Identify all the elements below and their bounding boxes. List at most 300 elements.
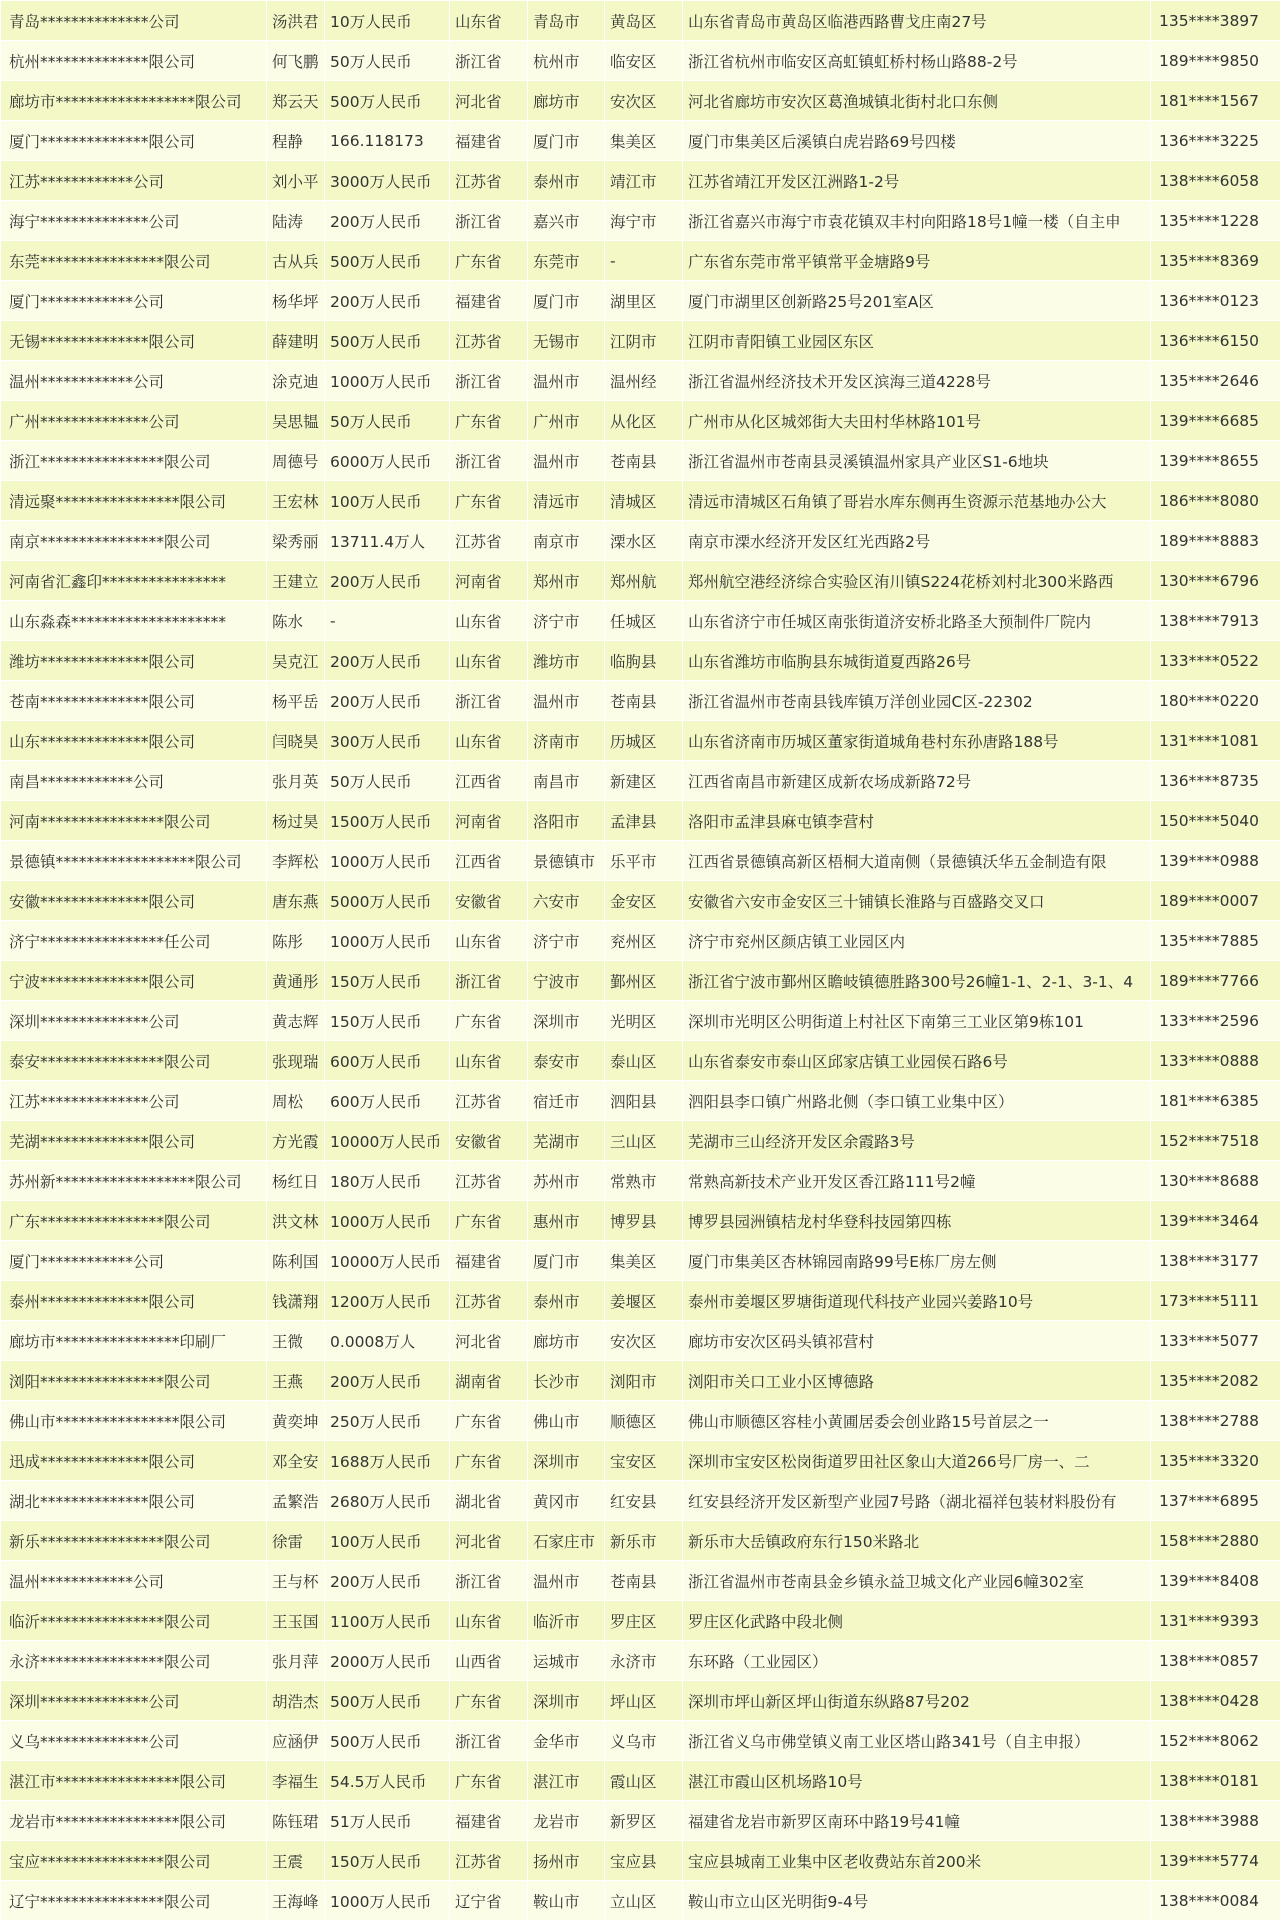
city-cell: 嘉兴市 <box>528 201 605 241</box>
legal-person-cell: 王海峰 <box>267 1881 325 1921</box>
registered-capital-cell: 500万人民币 <box>325 1721 450 1761</box>
registered-capital-cell: 10万人民币 <box>325 1 450 41</box>
phone-cell: 173****5111 <box>1151 1281 1280 1321</box>
address-cell: 济宁市兖州区颜店镇工业园区内 <box>683 921 1151 961</box>
table-row <box>1 1601 1280 1641</box>
phone-cell: 133****0888 <box>1151 1041 1280 1081</box>
table-row <box>1 921 1280 961</box>
address-cell: 福建省龙岩市新罗区南环中路19号41幢 <box>683 1801 1151 1841</box>
province-cell: 江苏省 <box>450 1281 528 1321</box>
legal-person-cell: 邓全安 <box>267 1441 325 1481</box>
address-cell: 厦门市集美区杏林锦园南路99号E栋厂房左侧 <box>683 1241 1151 1281</box>
address-cell: 山东省潍坊市临朐县东城街道夏西路26号 <box>683 641 1151 681</box>
table-row <box>1 1081 1280 1121</box>
legal-person-cell: 黄奕坤 <box>267 1401 325 1441</box>
company-name-cell: 辽宁****************限公司 <box>1 1881 267 1921</box>
legal-person-cell: 王玉国 <box>267 1601 325 1641</box>
legal-person-cell: 陈彤 <box>267 921 325 961</box>
legal-person-cell: 张月萍 <box>267 1641 325 1681</box>
phone-cell: 152****8062 <box>1151 1721 1280 1761</box>
company-name-cell: 厦门**************限公司 <box>1 121 267 161</box>
legal-person-cell: 周松 <box>267 1081 325 1121</box>
district-cell: - <box>605 241 683 281</box>
province-cell: 浙江省 <box>450 961 528 1001</box>
address-cell: 江西省南昌市新建区成新农场成新路72号 <box>683 761 1151 801</box>
city-cell: 惠州市 <box>528 1201 605 1241</box>
table-row <box>1 1841 1280 1881</box>
legal-person-cell: 吴思韫 <box>267 401 325 441</box>
table-row <box>1 561 1280 601</box>
registered-capital-cell: 1000万人民币 <box>325 361 450 401</box>
phone-cell: 131****9393 <box>1151 1601 1280 1641</box>
registered-capital-cell: 200万人民币 <box>325 281 450 321</box>
registered-capital-cell: 51万人民币 <box>325 1801 450 1841</box>
company-name-cell: 潍坊**************限公司 <box>1 641 267 681</box>
province-cell: 福建省 <box>450 281 528 321</box>
registered-capital-cell: 166.118173 <box>325 121 450 161</box>
registered-capital-cell: 200万人民币 <box>325 201 450 241</box>
registered-capital-cell: 150万人民币 <box>325 961 450 1001</box>
table-row <box>1 1441 1280 1481</box>
registered-capital-cell: 250万人民币 <box>325 1401 450 1441</box>
district-cell: 坪山区 <box>605 1681 683 1721</box>
phone-cell: 139****5774 <box>1151 1841 1280 1881</box>
registered-capital-cell: 54.5万人民币 <box>325 1761 450 1801</box>
district-cell: 苍南县 <box>605 441 683 481</box>
company-name-cell: 江苏************公司 <box>1 161 267 201</box>
registered-capital-cell: 500万人民币 <box>325 241 450 281</box>
province-cell: 广东省 <box>450 241 528 281</box>
phone-cell: 138****0181 <box>1151 1761 1280 1801</box>
company-name-cell: 山东淼森******************** <box>1 601 267 641</box>
district-cell: 泗阳县 <box>605 1081 683 1121</box>
city-cell: 六安市 <box>528 881 605 921</box>
phone-cell: 189****0007 <box>1151 881 1280 921</box>
province-cell: 江西省 <box>450 761 528 801</box>
address-cell: 清远市清城区石角镇了哥岩水库东侧再生资源示范基地办公大 <box>683 481 1151 521</box>
province-cell: 湖北省 <box>450 1481 528 1521</box>
city-cell: 黄冈市 <box>528 1481 605 1521</box>
address-cell: 浏阳市关口工业小区博德路 <box>683 1361 1151 1401</box>
address-cell: 浙江省义乌市佛堂镇义南工业区塔山路341号（自主申报） <box>683 1721 1151 1761</box>
province-cell: 江苏省 <box>450 321 528 361</box>
phone-cell: 138****2788 <box>1151 1401 1280 1441</box>
address-cell: 东环路（工业园区） <box>683 1641 1151 1681</box>
province-cell: 山东省 <box>450 1 528 41</box>
city-cell: 厦门市 <box>528 281 605 321</box>
registered-capital-cell: 500万人民币 <box>325 1681 450 1721</box>
province-cell: 江苏省 <box>450 161 528 201</box>
district-cell: 江阴市 <box>605 321 683 361</box>
address-cell: 深圳市宝安区松岗街道罗田社区象山大道266号厂房一、二 <box>683 1441 1151 1481</box>
legal-person-cell: 杨过昊 <box>267 801 325 841</box>
company-name-cell: 深圳**************公司 <box>1 1001 267 1041</box>
address-cell: 浙江省温州市苍南县钱库镇万洋创业园C区-22302 <box>683 681 1151 721</box>
district-cell: 郑州航 <box>605 561 683 601</box>
legal-person-cell: 唐东燕 <box>267 881 325 921</box>
phone-cell: 135****8369 <box>1151 241 1280 281</box>
province-cell: 福建省 <box>450 121 528 161</box>
table-row <box>1 681 1280 721</box>
table-row <box>1 1521 1280 1561</box>
table-row <box>1 881 1280 921</box>
district-cell: 历城区 <box>605 721 683 761</box>
address-cell: 泰州市姜堰区罗塘街道现代科技产业园兴姜路10号 <box>683 1281 1151 1321</box>
phone-cell: 139****8655 <box>1151 441 1280 481</box>
registered-capital-cell: 180万人民币 <box>325 1161 450 1201</box>
city-cell: 南京市 <box>528 521 605 561</box>
company-name-cell: 苏州新******************限公司 <box>1 1161 267 1201</box>
table-row <box>1 201 1280 241</box>
province-cell: 江西省 <box>450 841 528 881</box>
address-cell: 安徽省六安市金安区三十铺镇长淮路与百盛路交叉口 <box>683 881 1151 921</box>
district-cell: 新建区 <box>605 761 683 801</box>
district-cell: 溧水区 <box>605 521 683 561</box>
city-cell: 苏州市 <box>528 1161 605 1201</box>
province-cell: 福建省 <box>450 1801 528 1841</box>
city-cell: 无锡市 <box>528 321 605 361</box>
province-cell: 安徽省 <box>450 881 528 921</box>
address-cell: 湛江市霞山区机场路10号 <box>683 1761 1151 1801</box>
district-cell: 宝安区 <box>605 1441 683 1481</box>
phone-cell: 138****7913 <box>1151 601 1280 641</box>
table-row <box>1 841 1280 881</box>
city-cell: 泰安市 <box>528 1041 605 1081</box>
district-cell: 姜堰区 <box>605 1281 683 1321</box>
legal-person-cell: 何飞鹏 <box>267 41 325 81</box>
table-row <box>1 521 1280 561</box>
province-cell: 江苏省 <box>450 1841 528 1881</box>
phone-cell: 150****5040 <box>1151 801 1280 841</box>
registered-capital-cell: 10000万人民币 <box>325 1121 450 1161</box>
district-cell: 义乌市 <box>605 1721 683 1761</box>
district-cell: 湖里区 <box>605 281 683 321</box>
legal-person-cell: 张月英 <box>267 761 325 801</box>
registered-capital-cell: 600万人民币 <box>325 1081 450 1121</box>
legal-person-cell: 陈钰珺 <box>267 1801 325 1841</box>
company-name-cell: 深圳**************公司 <box>1 1681 267 1721</box>
company-name-cell: 无锡**************限公司 <box>1 321 267 361</box>
district-cell: 安次区 <box>605 1321 683 1361</box>
table-row <box>1 1401 1280 1441</box>
city-cell: 扬州市 <box>528 1841 605 1881</box>
registered-capital-cell: 200万人民币 <box>325 641 450 681</box>
company-name-cell: 宝应****************限公司 <box>1 1841 267 1881</box>
legal-person-cell: 王微 <box>267 1321 325 1361</box>
district-cell: 温州经 <box>605 361 683 401</box>
city-cell: 宁波市 <box>528 961 605 1001</box>
city-cell: 南昌市 <box>528 761 605 801</box>
phone-cell: 180****0220 <box>1151 681 1280 721</box>
phone-cell: 138****3988 <box>1151 1801 1280 1841</box>
district-cell: 罗庄区 <box>605 1601 683 1641</box>
legal-person-cell: 汤洪君 <box>267 1 325 41</box>
city-cell: 潍坊市 <box>528 641 605 681</box>
table-row <box>1 1681 1280 1721</box>
company-name-cell: 龙岩市****************限公司 <box>1 1801 267 1841</box>
legal-person-cell: 黄通彤 <box>267 961 325 1001</box>
phone-cell: 130****6796 <box>1151 561 1280 601</box>
address-cell: 洛阳市孟津县麻屯镇李营村 <box>683 801 1151 841</box>
company-name-cell: 东莞****************限公司 <box>1 241 267 281</box>
district-cell: 永济市 <box>605 1641 683 1681</box>
district-cell: 泰山区 <box>605 1041 683 1081</box>
district-cell: 红安县 <box>605 1481 683 1521</box>
city-cell: 临沂市 <box>528 1601 605 1641</box>
phone-cell: 181****1567 <box>1151 81 1280 121</box>
registered-capital-cell: 1500万人民币 <box>325 801 450 841</box>
table-row <box>1 961 1280 1001</box>
province-cell: 广东省 <box>450 1001 528 1041</box>
company-name-cell: 山东**************限公司 <box>1 721 267 761</box>
address-cell: 泗阳县李口镇广州路北侧（李口镇工业集中区） <box>683 1081 1151 1121</box>
phone-cell: 137****6895 <box>1151 1481 1280 1521</box>
registered-capital-cell: 150万人民币 <box>325 1841 450 1881</box>
table-row <box>1 721 1280 761</box>
legal-person-cell: 郑云天 <box>267 81 325 121</box>
table-row <box>1 441 1280 481</box>
registered-capital-cell: 1688万人民币 <box>325 1441 450 1481</box>
province-cell: 山东省 <box>450 721 528 761</box>
province-cell: 广东省 <box>450 481 528 521</box>
company-name-cell: 芜湖**************限公司 <box>1 1121 267 1161</box>
province-cell: 山东省 <box>450 1041 528 1081</box>
city-cell: 温州市 <box>528 1561 605 1601</box>
province-cell: 河南省 <box>450 801 528 841</box>
company-name-cell: 清远聚****************限公司 <box>1 481 267 521</box>
company-name-cell: 浙江****************限公司 <box>1 441 267 481</box>
city-cell: 深圳市 <box>528 1681 605 1721</box>
table-row <box>1 401 1280 441</box>
table-row <box>1 1641 1280 1681</box>
city-cell: 佛山市 <box>528 1401 605 1441</box>
company-name-cell: 厦门************公司 <box>1 1241 267 1281</box>
address-cell: 深圳市光明区公明街道上村社区下南第三工业区第9栋101 <box>683 1001 1151 1041</box>
table-row <box>1 1121 1280 1161</box>
city-cell: 厦门市 <box>528 121 605 161</box>
address-cell: 山东省济宁市任城区南张街道济安桥北路圣大预制件厂院内 <box>683 601 1151 641</box>
phone-cell: 136****3225 <box>1151 121 1280 161</box>
city-cell: 金华市 <box>528 1721 605 1761</box>
district-cell: 顺德区 <box>605 1401 683 1441</box>
table-row <box>1 1241 1280 1281</box>
address-cell: 浙江省温州经济技术开发区滨海三道4228号 <box>683 361 1151 401</box>
company-name-cell: 南昌************公司 <box>1 761 267 801</box>
address-cell: 广东省东莞市常平镇常平金塘路9号 <box>683 241 1151 281</box>
city-cell: 济宁市 <box>528 601 605 641</box>
district-cell: 安次区 <box>605 81 683 121</box>
province-cell: 山西省 <box>450 1641 528 1681</box>
table-row <box>1 1001 1280 1041</box>
legal-person-cell: 孟繁浩 <box>267 1481 325 1521</box>
phone-cell: 136****8735 <box>1151 761 1280 801</box>
district-cell: 霞山区 <box>605 1761 683 1801</box>
district-cell: 三山区 <box>605 1121 683 1161</box>
company-name-cell: 湖北**************限公司 <box>1 1481 267 1521</box>
district-cell: 宝应县 <box>605 1841 683 1881</box>
province-cell: 山东省 <box>450 601 528 641</box>
legal-person-cell: 杨红日 <box>267 1161 325 1201</box>
province-cell: 江苏省 <box>450 1161 528 1201</box>
company-name-cell: 浏阳****************限公司 <box>1 1361 267 1401</box>
legal-person-cell: 陈水 <box>267 601 325 641</box>
address-cell: 山东省青岛市黄岛区临港西路曹戈庄南27号 <box>683 1 1151 41</box>
address-cell: 博罗县园洲镇桔龙村华登科技园第四栋 <box>683 1201 1151 1241</box>
table-row <box>1 1881 1280 1921</box>
company-name-cell: 新乐****************限公司 <box>1 1521 267 1561</box>
legal-person-cell: 李福生 <box>267 1761 325 1801</box>
city-cell: 杭州市 <box>528 41 605 81</box>
legal-person-cell: 涂克迪 <box>267 361 325 401</box>
company-name-cell: 济宁****************任公司 <box>1 921 267 961</box>
company-name-cell: 海宁**************公司 <box>1 201 267 241</box>
district-cell: 苍南县 <box>605 681 683 721</box>
address-cell: 山东省济南市历城区董家街道城角巷村东孙唐路188号 <box>683 721 1151 761</box>
district-cell: 任城区 <box>605 601 683 641</box>
registered-capital-cell: 50万人民币 <box>325 41 450 81</box>
phone-cell: 181****6385 <box>1151 1081 1280 1121</box>
phone-cell: 189****7766 <box>1151 961 1280 1001</box>
phone-cell: 135****1228 <box>1151 201 1280 241</box>
district-cell: 立山区 <box>605 1881 683 1921</box>
company-name-cell: 廊坊市******************限公司 <box>1 81 267 121</box>
registered-capital-cell: 1100万人民币 <box>325 1601 450 1641</box>
address-cell: 深圳市坪山新区坪山街道东纵路87号202 <box>683 1681 1151 1721</box>
phone-cell: 135****2646 <box>1151 361 1280 401</box>
table-row <box>1 1041 1280 1081</box>
company-name-cell: 廊坊市****************印刷厂 <box>1 1321 267 1361</box>
province-cell: 辽宁省 <box>450 1881 528 1921</box>
city-cell: 深圳市 <box>528 1441 605 1481</box>
table-row <box>1 801 1280 841</box>
province-cell: 广东省 <box>450 1761 528 1801</box>
company-name-cell: 景德镇******************限公司 <box>1 841 267 881</box>
company-name-cell: 青岛**************公司 <box>1 1 267 41</box>
province-cell: 浙江省 <box>450 441 528 481</box>
province-cell: 江苏省 <box>450 1081 528 1121</box>
district-cell: 新罗区 <box>605 1801 683 1841</box>
city-cell: 景德镇市 <box>528 841 605 881</box>
legal-person-cell: 王震 <box>267 1841 325 1881</box>
phone-cell: 139****8408 <box>1151 1561 1280 1601</box>
table-row <box>1 281 1280 321</box>
phone-cell: 135****7885 <box>1151 921 1280 961</box>
address-cell: 红安县经济开发区新型产业园7号路（湖北福祥包装材料股份有 <box>683 1481 1151 1521</box>
province-cell: 湖南省 <box>450 1361 528 1401</box>
city-cell: 芜湖市 <box>528 1121 605 1161</box>
province-cell: 浙江省 <box>450 1721 528 1761</box>
province-cell: 山东省 <box>450 641 528 681</box>
phone-cell: 186****8080 <box>1151 481 1280 521</box>
legal-person-cell: 洪文林 <box>267 1201 325 1241</box>
company-name-cell: 河南****************限公司 <box>1 801 267 841</box>
phone-cell: 152****7518 <box>1151 1121 1280 1161</box>
province-cell: 浙江省 <box>450 1561 528 1601</box>
province-cell: 河南省 <box>450 561 528 601</box>
province-cell: 河北省 <box>450 1521 528 1561</box>
district-cell: 集美区 <box>605 121 683 161</box>
legal-person-cell: 梁秀丽 <box>267 521 325 561</box>
address-cell: 罗庄区化武路中段北侧 <box>683 1601 1151 1641</box>
phone-cell: 138****6058 <box>1151 161 1280 201</box>
city-cell: 清远市 <box>528 481 605 521</box>
district-cell: 浏阳市 <box>605 1361 683 1401</box>
company-name-cell: 泰州**************限公司 <box>1 1281 267 1321</box>
phone-cell: 138****0857 <box>1151 1641 1280 1681</box>
address-cell: 浙江省宁波市鄞州区瞻岐镇德胜路300号26幢1-1、2-1、3-1、4 <box>683 961 1151 1001</box>
legal-person-cell: 胡浩杰 <box>267 1681 325 1721</box>
legal-person-cell: 杨平岳 <box>267 681 325 721</box>
table-row <box>1 161 1280 201</box>
province-cell: 浙江省 <box>450 361 528 401</box>
city-cell: 广州市 <box>528 401 605 441</box>
registered-capital-cell: 100万人民币 <box>325 1521 450 1561</box>
phone-cell: 135****3897 <box>1151 1 1280 41</box>
province-cell: 山东省 <box>450 921 528 961</box>
table-row <box>1 1561 1280 1601</box>
table-row <box>1 1321 1280 1361</box>
registered-capital-cell: 6000万人民币 <box>325 441 450 481</box>
registered-capital-cell: 10000万人民币 <box>325 1241 450 1281</box>
district-cell: 兖州区 <box>605 921 683 961</box>
registered-capital-cell: 200万人民币 <box>325 1361 450 1401</box>
city-cell: 厦门市 <box>528 1241 605 1281</box>
registered-capital-cell: 500万人民币 <box>325 321 450 361</box>
legal-person-cell: 张现瑞 <box>267 1041 325 1081</box>
legal-person-cell: 陆涛 <box>267 201 325 241</box>
company-name-cell: 广州**************公司 <box>1 401 267 441</box>
district-cell: 鄞州区 <box>605 961 683 1001</box>
province-cell: 浙江省 <box>450 201 528 241</box>
phone-cell: 133****5077 <box>1151 1321 1280 1361</box>
phone-cell: 158****2880 <box>1151 1521 1280 1561</box>
registered-capital-cell: 2680万人民币 <box>325 1481 450 1521</box>
address-cell: 江西省景德镇高新区梧桐大道南侧（景德镇沃华五金制造有限 <box>683 841 1151 881</box>
province-cell: 浙江省 <box>450 681 528 721</box>
registered-capital-cell: 2000万人民币 <box>325 1641 450 1681</box>
registered-capital-cell: 500万人民币 <box>325 81 450 121</box>
phone-cell: 139****6685 <box>1151 401 1280 441</box>
company-name-cell: 河南省汇鑫印**************** <box>1 561 267 601</box>
legal-person-cell: 钱潇翔 <box>267 1281 325 1321</box>
registered-capital-cell: 13711.4万人 <box>325 521 450 561</box>
table-row <box>1 1201 1280 1241</box>
district-cell: 光明区 <box>605 1001 683 1041</box>
table-row <box>1 321 1280 361</box>
registered-capital-cell: 50万人民币 <box>325 761 450 801</box>
table-row <box>1 1281 1280 1321</box>
company-name-cell: 湛江市****************限公司 <box>1 1761 267 1801</box>
table-row <box>1 601 1280 641</box>
city-cell: 温州市 <box>528 441 605 481</box>
registered-capital-cell: 1000万人民币 <box>325 1201 450 1241</box>
registered-capital-cell: 200万人民币 <box>325 561 450 601</box>
legal-person-cell: 吴克江 <box>267 641 325 681</box>
company-name-cell: 温州************公司 <box>1 1561 267 1601</box>
province-cell: 江苏省 <box>450 521 528 561</box>
district-cell: 靖江市 <box>605 161 683 201</box>
table-row <box>1 1481 1280 1521</box>
company-name-cell: 杭州**************限公司 <box>1 41 267 81</box>
address-cell: 河北省廊坊市安次区葛渔城镇北街村北口东侧 <box>683 81 1151 121</box>
legal-person-cell: 应涵伊 <box>267 1721 325 1761</box>
registered-capital-cell: 150万人民币 <box>325 1001 450 1041</box>
registered-capital-cell: 3000万人民币 <box>325 161 450 201</box>
district-cell: 黄岛区 <box>605 1 683 41</box>
city-cell: 温州市 <box>528 361 605 401</box>
address-cell: 浙江省嘉兴市海宁市袁花镇双丰村向阳路18号1幢一楼（自主申 <box>683 201 1151 241</box>
registered-capital-cell: 200万人民币 <box>325 681 450 721</box>
